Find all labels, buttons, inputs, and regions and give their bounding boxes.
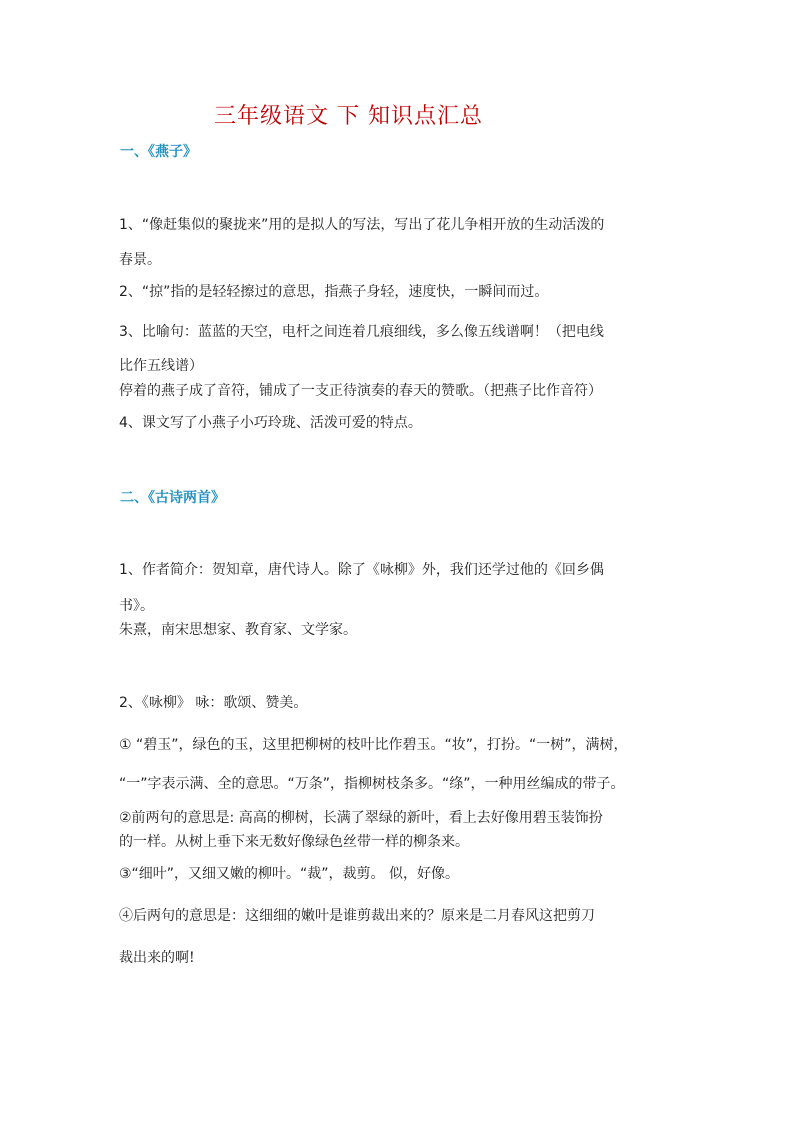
document-title: 三年级语文 下 知识点汇总 xyxy=(214,104,483,129)
paragraph-line: 2、“掠”指的是轻轻擦过的意思，指燕子身轻，速度快，一瞬间而过。 xyxy=(119,284,549,300)
paragraph-line: 比作五线谱） xyxy=(119,358,203,374)
paragraph-line: ④后两句的意思是：这细细的嫩叶是谁剪裁出来的？原来是二月春风这把剪刀 xyxy=(119,908,595,924)
paragraph-line: 朱熹，南宋思想家、教育家、文学家。 xyxy=(119,622,357,638)
paragraph-line: ②前两句的意思是: 高高的柳树，长满了翠绿的新叶，看上去好像用碧玉装饰扮 xyxy=(119,810,603,826)
paragraph-line: 4、课文写了小燕子小巧玲珑、活泼可爱的特点。 xyxy=(119,415,422,431)
paragraph-line: “一”字表示满、全的意思。“万条”，指柳树枝条多。“绦”，一种用丝编成的带子。 xyxy=(119,776,625,792)
paragraph-line: 春景。 xyxy=(119,252,161,268)
paragraph-line: 2、《咏柳》 咏：歌颂、赞美。 xyxy=(119,695,308,711)
paragraph-line: 停着的燕子成了音符，铺成了一支正待演奏的春天的赞歌。（把燕子比作音符） xyxy=(119,383,602,399)
paragraph-line: ① “碧玉”，绿色的玉，这里把柳树的枝叶比作碧玉。“妆”，打扮。“一树”，满树， xyxy=(119,737,628,753)
paragraph-line: 的一样。从树上垂下来无数好像绿色丝带一样的柳条来。 xyxy=(119,834,469,850)
paragraph-line: 3、比喻句：蓝蓝的天空，电杆之间连着几痕细线，多么像五线谱啊！（把电线 xyxy=(119,324,604,340)
paragraph-line: 裁出来的啊! xyxy=(119,950,195,966)
paragraph-line: 1、作者简介：贺知章，唐代诗人。除了《咏柳》外，我们还学过他的《回乡偶 xyxy=(119,562,604,578)
section-heading-yanzi: 一、《燕子》 xyxy=(120,144,197,160)
paragraph-line: 1、“像赶集似的聚拢来”用的是拟人的写法，写出了花儿争相开放的生动活泼的 xyxy=(119,217,605,233)
paragraph-line: ③“细叶”，又细又嫩的柳叶。“裁”，裁剪。 似，好像。 xyxy=(119,866,460,882)
paragraph-line: 书》。 xyxy=(119,598,154,614)
section-heading-gushi: 二、《古诗两首》 xyxy=(120,490,225,506)
